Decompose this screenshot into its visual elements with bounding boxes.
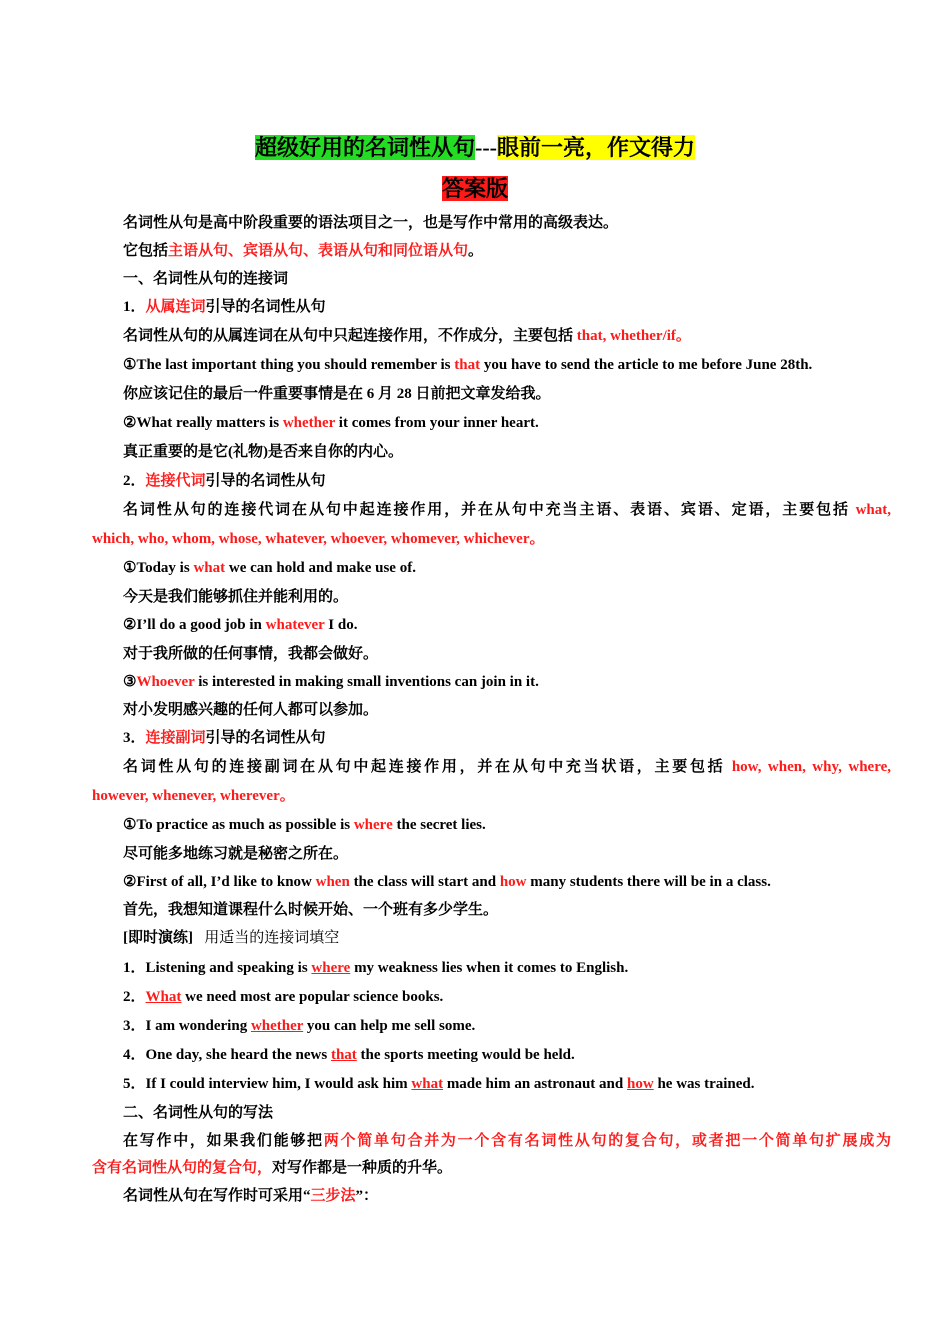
sub3-heading: 3．连接副词引导的名词性从句 bbox=[123, 730, 326, 746]
title-highlight-yellow: 眼前一亮，作文得力 bbox=[496, 135, 695, 160]
section2-heading: 二、名词性从句的写法 bbox=[123, 1105, 274, 1121]
sub1-description: 名词性从句的从属连词在从句中只起连接作用，不作成分，主要包括 that, whether/if。 bbox=[123, 328, 691, 344]
sub2-example-3-cn: 对小发明感兴趣的任何人都可以参加。 bbox=[123, 702, 379, 718]
answer-blank: whether bbox=[250, 1018, 304, 1034]
sub1-example-2: ②What really matters is whether it comes from your inner heart. bbox=[123, 415, 539, 431]
section2-paragraph-2: 名词性从句在写作时可采用“三步法”： bbox=[123, 1188, 379, 1204]
title-highlight-green: 超级好用的名词性从句 bbox=[254, 135, 475, 160]
practice-item: 3．I am wondering whether you can help me sell some. bbox=[123, 1018, 476, 1034]
intro-line-2: 它包括主语从句、宾语从句、表语从句和同位语从句。 bbox=[123, 243, 484, 259]
sub1-heading: 1．从属连词引导的名词性从句 bbox=[123, 299, 326, 315]
section2-paragraph-1: 在写作中，如果我们能够把两个简单句合并为一个含有名词性从句的复合句，或者把一个简单句扩展成为 bbox=[123, 1133, 891, 1149]
practice-item: 5．If I could interview him, I would ask him what made him an astronaut and how he was trained. bbox=[123, 1076, 755, 1092]
sub2-description: 名词性从句的连接代词在从句中起连接作用，并在从句中充当主语、表语、宾语、定语，主要包括 what, bbox=[123, 502, 891, 518]
sub2-description-cont: which, who, whom, whose, whatever, whoever, whomever, whichever。 bbox=[92, 531, 545, 547]
sub1-example-1-cn: 你应该记住的最后一件重要事情是在 6 月 28 日前把文章发给我。 bbox=[123, 386, 551, 402]
section1-heading: 一、名词性从句的连接词 bbox=[123, 271, 289, 287]
section2-paragraph-1-cont: 含有名词性从句的复合句，对写作都是一种质的升华。 bbox=[92, 1160, 453, 1176]
sub2-example-2: ②I’ll do a good job in whatever I do. bbox=[123, 617, 358, 633]
page-title bbox=[0, 132, 950, 164]
sub1-example-1: ①The last important thing you should remember is that you have to send the article to me before June 28th. bbox=[123, 357, 813, 373]
title-dashes: --- bbox=[475, 135, 497, 160]
sub3-example-1: ①To practice as much as possible is where the secret lies. bbox=[123, 817, 486, 833]
answer-blank: what bbox=[411, 1076, 444, 1092]
answer-blank: that bbox=[330, 1047, 357, 1063]
sub3-description-cont: however, whenever, wherever。 bbox=[92, 788, 295, 804]
practice-item: 2．What we need most are popular science books. bbox=[123, 989, 444, 1005]
answer-version-highlight: 答案版 bbox=[441, 176, 508, 201]
answer-blank: What bbox=[145, 989, 182, 1005]
intro-line-1: 名词性从句是高中阶段重要的语法项目之一，也是写作中常用的高级表达。 bbox=[123, 215, 619, 231]
sub2-example-2-cn: 对于我所做的任何事情，我都会做好。 bbox=[123, 646, 379, 662]
sub1-example-2-cn: 真正重要的是它(礼物)是否来自你的内心。 bbox=[123, 444, 403, 460]
sub2-example-3: ③Whoever is interested in making small inventions can join in it. bbox=[123, 674, 539, 690]
answer-blank: where bbox=[311, 960, 351, 976]
sub2-heading: 2．连接代词引导的名词性从句 bbox=[123, 473, 326, 489]
sub2-example-1-cn: 今天是我们能够抓住并能利用的。 bbox=[123, 589, 349, 605]
sub3-example-2: ②First of all, I’d like to know when the class will start and how many students there will be in a class. bbox=[123, 874, 771, 890]
sub3-example-1-cn: 尽可能多地练习就是秘密之所在。 bbox=[123, 846, 349, 862]
practice-item: 4．One day, she heard the news that the sports meeting would be held. bbox=[123, 1047, 575, 1063]
answer-blank: how bbox=[627, 1076, 654, 1092]
practice-item: 1．Listening and speaking is where my weakness lies when it comes to English. bbox=[123, 960, 629, 976]
sub2-example-1: ①Today is what we can hold and make use of. bbox=[123, 560, 416, 576]
sub3-description: 名词性从句的连接副词在从句中起连接作用，并在从句中充当状语，主要包括 how, when, why, where, bbox=[123, 759, 891, 775]
sub3-example-2-cn: 首先，我想知道课程什么时候开始、一个班有多少学生。 bbox=[123, 902, 499, 918]
practice-heading: [即时演练] 用适当的连接词填空 bbox=[123, 930, 340, 946]
answer-version-label bbox=[0, 174, 950, 204]
